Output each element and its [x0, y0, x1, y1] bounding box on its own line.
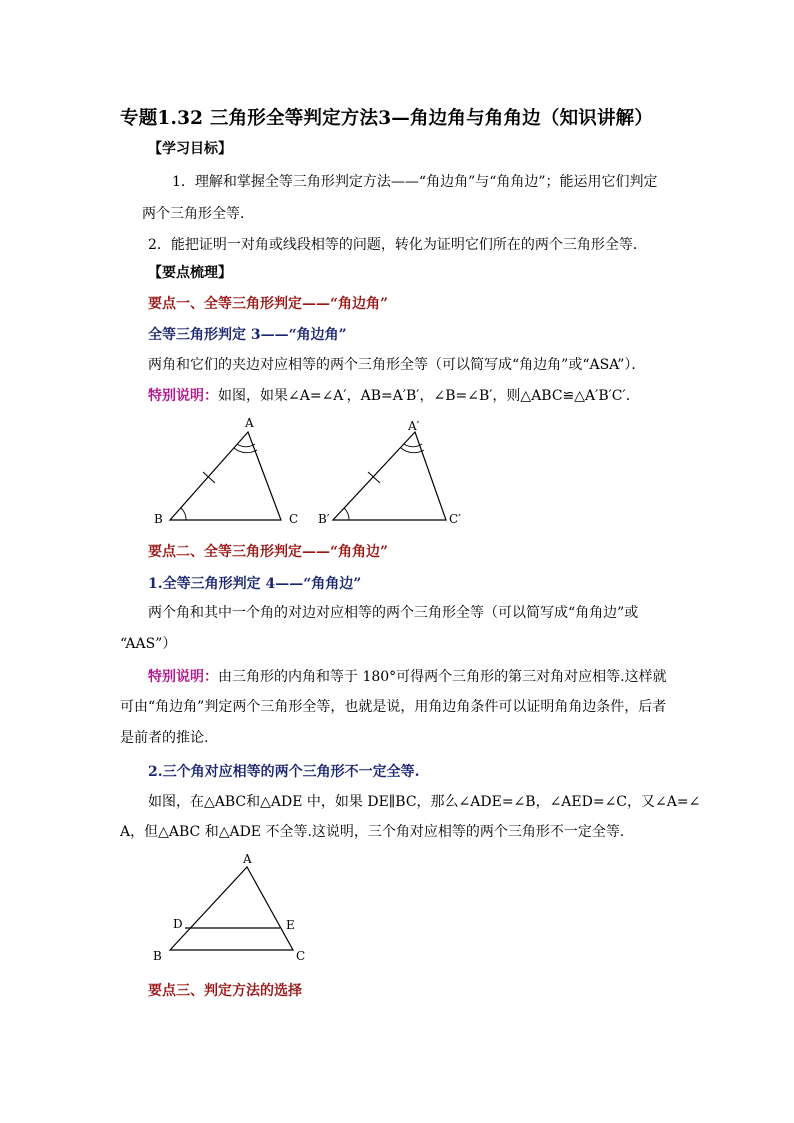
point2-note-text-1: 由三角形的内角和等于 180°可得两个三角形的第三对角对应相等.这样就: [218, 669, 667, 685]
angle-b-prime-arc: [344, 508, 349, 520]
triangle-abc: [154, 416, 298, 526]
triangle-abc-big-outline: [170, 867, 293, 950]
label-a-prime: A′: [408, 419, 420, 433]
point2-text-line-1: 两个角和其中一个角的对边对应相等的两个三角形全等（可以简写成“角角边”或: [148, 605, 639, 621]
label-c: C: [296, 949, 306, 963]
point2-text-line-2: “AAS”）: [120, 636, 177, 652]
congruent-triangles-figure: [140, 410, 480, 535]
triangle-abc-prime-outline: [333, 432, 446, 520]
point3-heading: 要点三、判定方法的选择: [148, 983, 302, 999]
section-points-heading: 【要点梳理】: [148, 265, 232, 281]
point2-note-line-3: 是前者的推论.: [120, 730, 209, 746]
triangle-abc-outline: [170, 432, 281, 520]
point1-subheading: 全等三角形判定 3——“角边角”: [148, 327, 347, 343]
page-title: 专题1.32 三角形全等判定方法3—角边角与角角边（知识讲解）: [120, 108, 654, 129]
point2-note-line-2: 可由“角边角”判定两个三角形全等，也就是说，用角边角条件可以证明角角边条件，后者: [120, 699, 667, 715]
label-b: B: [154, 512, 163, 526]
goal-1-line-2: 两个三角形全等．: [142, 206, 254, 222]
label-e: E: [286, 918, 295, 932]
label-c-prime: C′: [449, 512, 461, 526]
label-d: D: [173, 917, 183, 931]
point2-note-line-1: [148, 667, 667, 687]
point2-text2-line-2: A，但△ABC 和△ADE 不全等.这说明，三个角对应相等的两个三角形不一定全等.: [120, 824, 625, 840]
angle-b-arc: [181, 508, 186, 520]
point1-note-text: 如图，如果∠A=∠A′，AB=A′B′，∠B=∠B′，则△ABC≌△A′B′C′．: [218, 388, 640, 404]
point2-heading: 要点二、全等三角形判定——“角角边”: [148, 544, 389, 560]
label-b-prime: B′: [318, 512, 330, 526]
label-a: A: [243, 852, 252, 866]
point2-note-label: 特别说明：: [148, 669, 218, 685]
point1-text: 两角和它们的夹边对应相等的两个三角形全等（可以简写成“角边角”或“ASA”）．: [148, 357, 646, 373]
point2-subheading: 1.全等三角形判定 4——“角角边”: [148, 576, 362, 592]
point1-note: [148, 386, 640, 406]
goal-1-line-1: 1．理解和掌握全等三角形判定方法——“角边角”与“角角边”；能运用它们判定: [172, 174, 658, 190]
point1-heading: 要点一、全等三角形判定——“角边角”: [148, 296, 389, 312]
goal-2: 2．能把证明一对角或线段相等的问题，转化为证明它们所在的两个三角形全等．: [148, 237, 647, 253]
triangle-abc-prime: [318, 419, 461, 526]
label-c: C: [289, 512, 299, 526]
point2-text2-line-1: 如图，在△ABC和△ADE 中，如果 DE∥BC，那么∠ADE=∠B，∠AED=∠C，又∠A=∠: [148, 794, 701, 810]
label-a: A: [245, 416, 254, 430]
angle-a-arc-2: [234, 448, 257, 453]
label-b: B: [153, 949, 162, 963]
point1-note-label: 特别说明：: [148, 388, 218, 404]
similar-triangles-figure: [145, 848, 315, 968]
section-goals-heading: 【学习目标】: [148, 141, 232, 157]
point2-subheading-2: 2.三个角对应相等的两个三角形不一定全等.: [148, 764, 420, 780]
